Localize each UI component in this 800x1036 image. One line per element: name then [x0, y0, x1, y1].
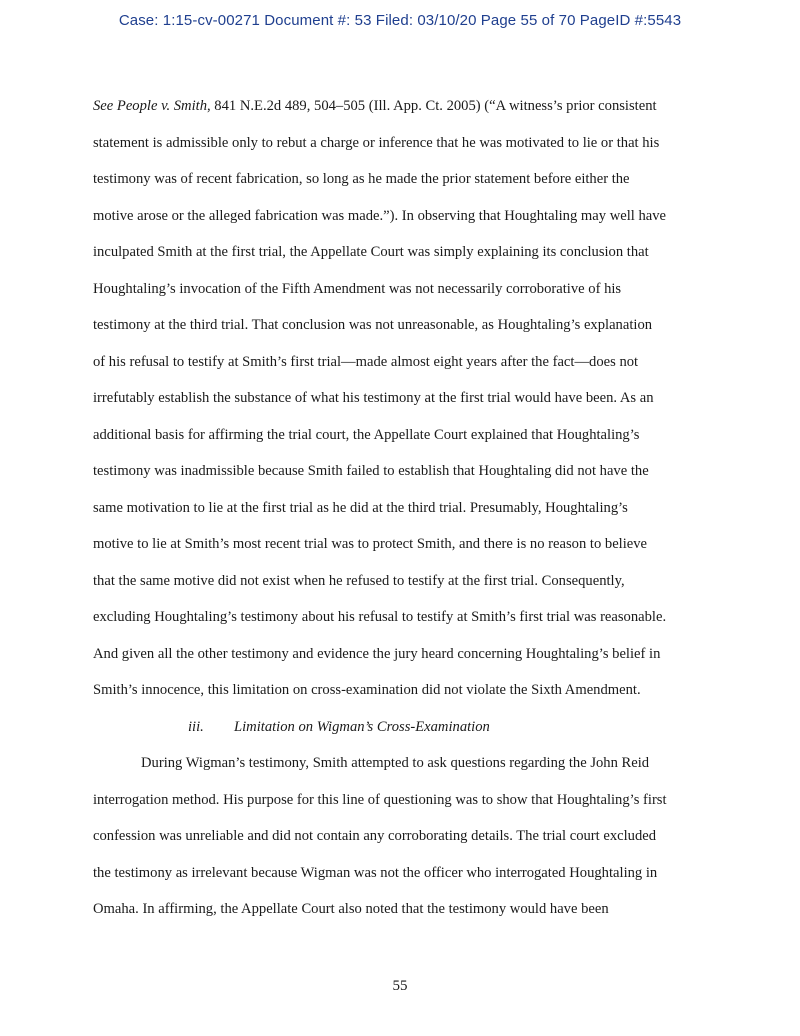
body-line: interrogation method. His purpose for this line of questioning was to show that Houghtaling’s first	[93, 791, 667, 808]
case-header: Case: 1:15-cv-00271 Document #: 53 Filed: 03/10/20 Page 55 of 70 PageID #:5543	[118, 12, 682, 29]
body-line: same motivation to lie at the first trial as he did at the third trial. Presumably, Houghtaling’s	[93, 499, 628, 516]
body-line: confession was unreliable and did not contain any corroborating details. The trial court excluded	[93, 828, 657, 844]
body-line: motive arose or the alleged fabrication was made.”). In observing that Houghtaling may well have	[93, 207, 667, 224]
section-subheading	[93, 709, 723, 746]
body-line: of his refusal to testify at Smith’s first trial—made almost eight years after the fact—does not	[93, 353, 639, 370]
page-number: 55	[392, 978, 408, 994]
body-line: Houghtaling’s invocation of the Fifth Amendment was not necessarily corroborative of his	[93, 280, 622, 297]
body-line: During Wigman’s testimony, Smith attempted to ask questions regarding the John Reid	[141, 755, 650, 771]
body-line: testimony was inadmissible because Smith failed to establish that Houghtaling did not have the	[93, 463, 649, 479]
body-line: excluding Houghtaling’s testimony about his refusal to testify at Smith’s first trial was reasonable.	[93, 609, 667, 625]
subheading-number: iii.	[188, 718, 204, 735]
body-line	[93, 88, 723, 125]
citation-text: , 841 N.E.2d 489, 504–505 (Ill. App. Ct. 2005) (“A witness’s prior consistent	[207, 98, 657, 114]
body-line: testimony at the third trial. That conclusion was not unreasonable, as Houghtaling’s explanation	[93, 317, 653, 333]
body-line: Smith’s innocence, this limitation on cross-examination did not violate the Sixth Amendment.	[93, 682, 641, 698]
body-line: that the same motive did not exist when he refused to testify at the first trial. Consequently,	[93, 572, 625, 589]
body-line: testimony was of recent fabrication, so long as he made the prior statement before either the	[93, 171, 630, 187]
body-line: Omaha. In affirming, the Appellate Court also noted that the testimony would have been	[93, 901, 609, 917]
body-line: irrefutably establish the substance of what his testimony at the first trial would have been. As an	[93, 390, 654, 406]
subheading-title: Limitation on Wigman’s Cross-Examination	[234, 718, 490, 735]
document-body	[93, 88, 723, 928]
body-line: inculpated Smith at the first trial, the Appellate Court was simply explaining its conclusion that	[93, 244, 649, 260]
body-line: the testimony as irrelevant because Wigman was not the officer who interrogated Houghtaling in	[93, 864, 658, 881]
body-line: motive to lie at Smith’s most recent trial was to protect Smith, and there is no reason to believe	[93, 536, 648, 552]
body-line: additional basis for affirming the trial court, the Appellate Court explained that Houghtaling’s	[93, 426, 640, 443]
case-citation: See People v. Smith	[93, 98, 207, 114]
body-line: And given all the other testimony and evidence the jury heard concerning Houghtaling’s belief in	[93, 645, 661, 662]
body-line: statement is admissible only to rebut a charge or inference that he was motivated to lie or that his	[93, 134, 660, 151]
